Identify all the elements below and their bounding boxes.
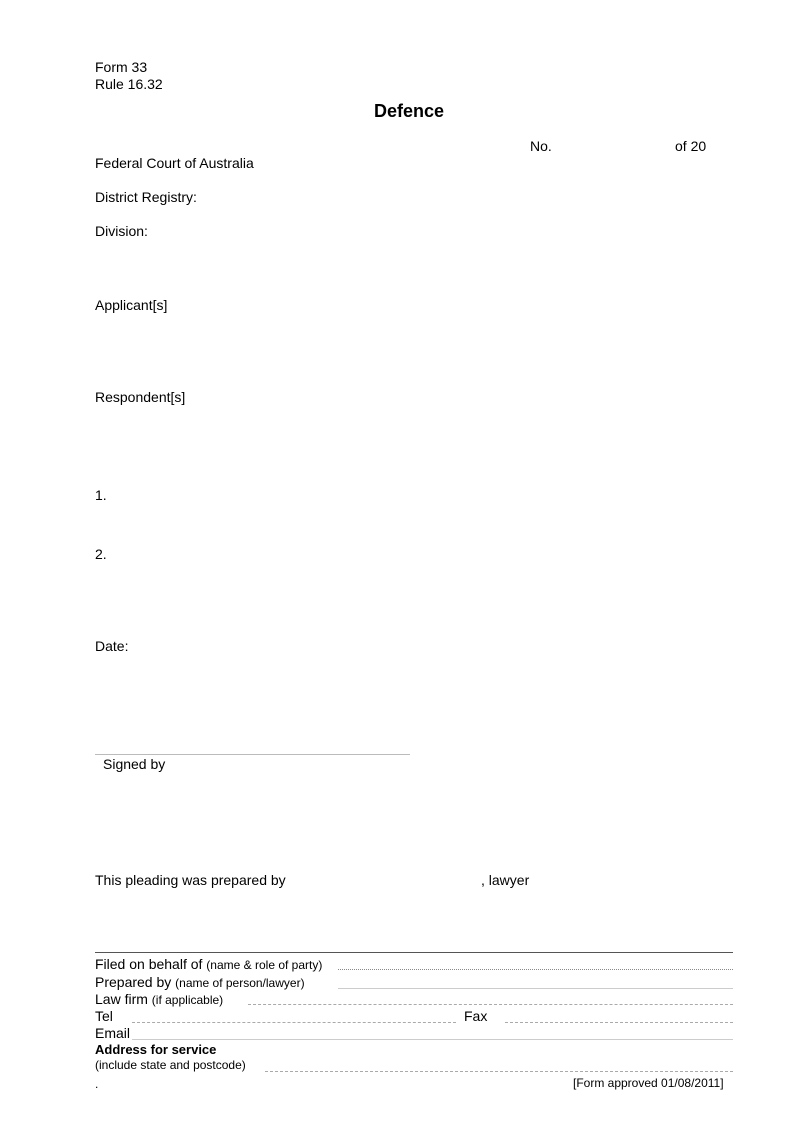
address-field[interactable]	[265, 1071, 733, 1072]
prepared-by-label: Prepared by	[95, 974, 172, 990]
prepared-by-row	[95, 974, 305, 991]
filed-on-behalf-field[interactable]	[338, 969, 733, 970]
signature-line[interactable]	[95, 754, 410, 755]
filed-on-behalf-row	[95, 956, 322, 973]
paragraph-number-2: 2.	[95, 546, 107, 562]
rule-number: Rule 16.32	[95, 76, 163, 92]
applicants-label: Applicant[s]	[95, 297, 168, 313]
district-registry-label: District Registry:	[95, 189, 197, 205]
law-firm-row	[95, 991, 223, 1008]
filed-on-behalf-label: Filed on behalf of	[95, 956, 203, 972]
prepared-by-hint: (name of person/lawyer)	[175, 976, 305, 990]
court-name: Federal Court of Australia	[95, 155, 254, 171]
address-hint: (include state and postcode)	[95, 1058, 246, 1072]
footer-divider	[95, 952, 733, 953]
division-label: Division:	[95, 223, 148, 239]
tel-field[interactable]	[132, 1022, 456, 1023]
date-label: Date:	[95, 638, 129, 654]
lawyer-suffix: , lawyer	[481, 872, 530, 888]
law-firm-label: Law firm	[95, 991, 148, 1007]
fax-label: Fax	[464, 1008, 488, 1024]
prepared-by-field[interactable]	[338, 988, 733, 989]
paragraph-number-1: 1.	[95, 487, 107, 503]
case-number-label: No.	[530, 138, 552, 154]
prepared-by-text: This pleading was prepared by	[95, 872, 286, 888]
form-number: Form 33	[95, 59, 148, 75]
respondents-label: Respondent[s]	[95, 389, 186, 405]
email-label: Email	[95, 1025, 131, 1041]
address-for-service-label: Address for service	[95, 1042, 217, 1057]
fax-field[interactable]	[505, 1022, 733, 1023]
footer-dot: .	[95, 1077, 99, 1091]
law-firm-hint: (if applicable)	[151, 993, 224, 1007]
email-field[interactable]	[132, 1039, 733, 1040]
case-year-label: of 20	[675, 138, 707, 154]
signed-by-label: Signed by	[103, 756, 166, 772]
form-approved-note: [Form approved 01/08/2011]	[573, 1076, 724, 1090]
law-firm-field[interactable]	[248, 1004, 733, 1005]
filed-on-behalf-hint: (name & role of party)	[206, 958, 323, 972]
page-title: Defence	[373, 101, 445, 121]
tel-label: Tel	[95, 1008, 113, 1024]
